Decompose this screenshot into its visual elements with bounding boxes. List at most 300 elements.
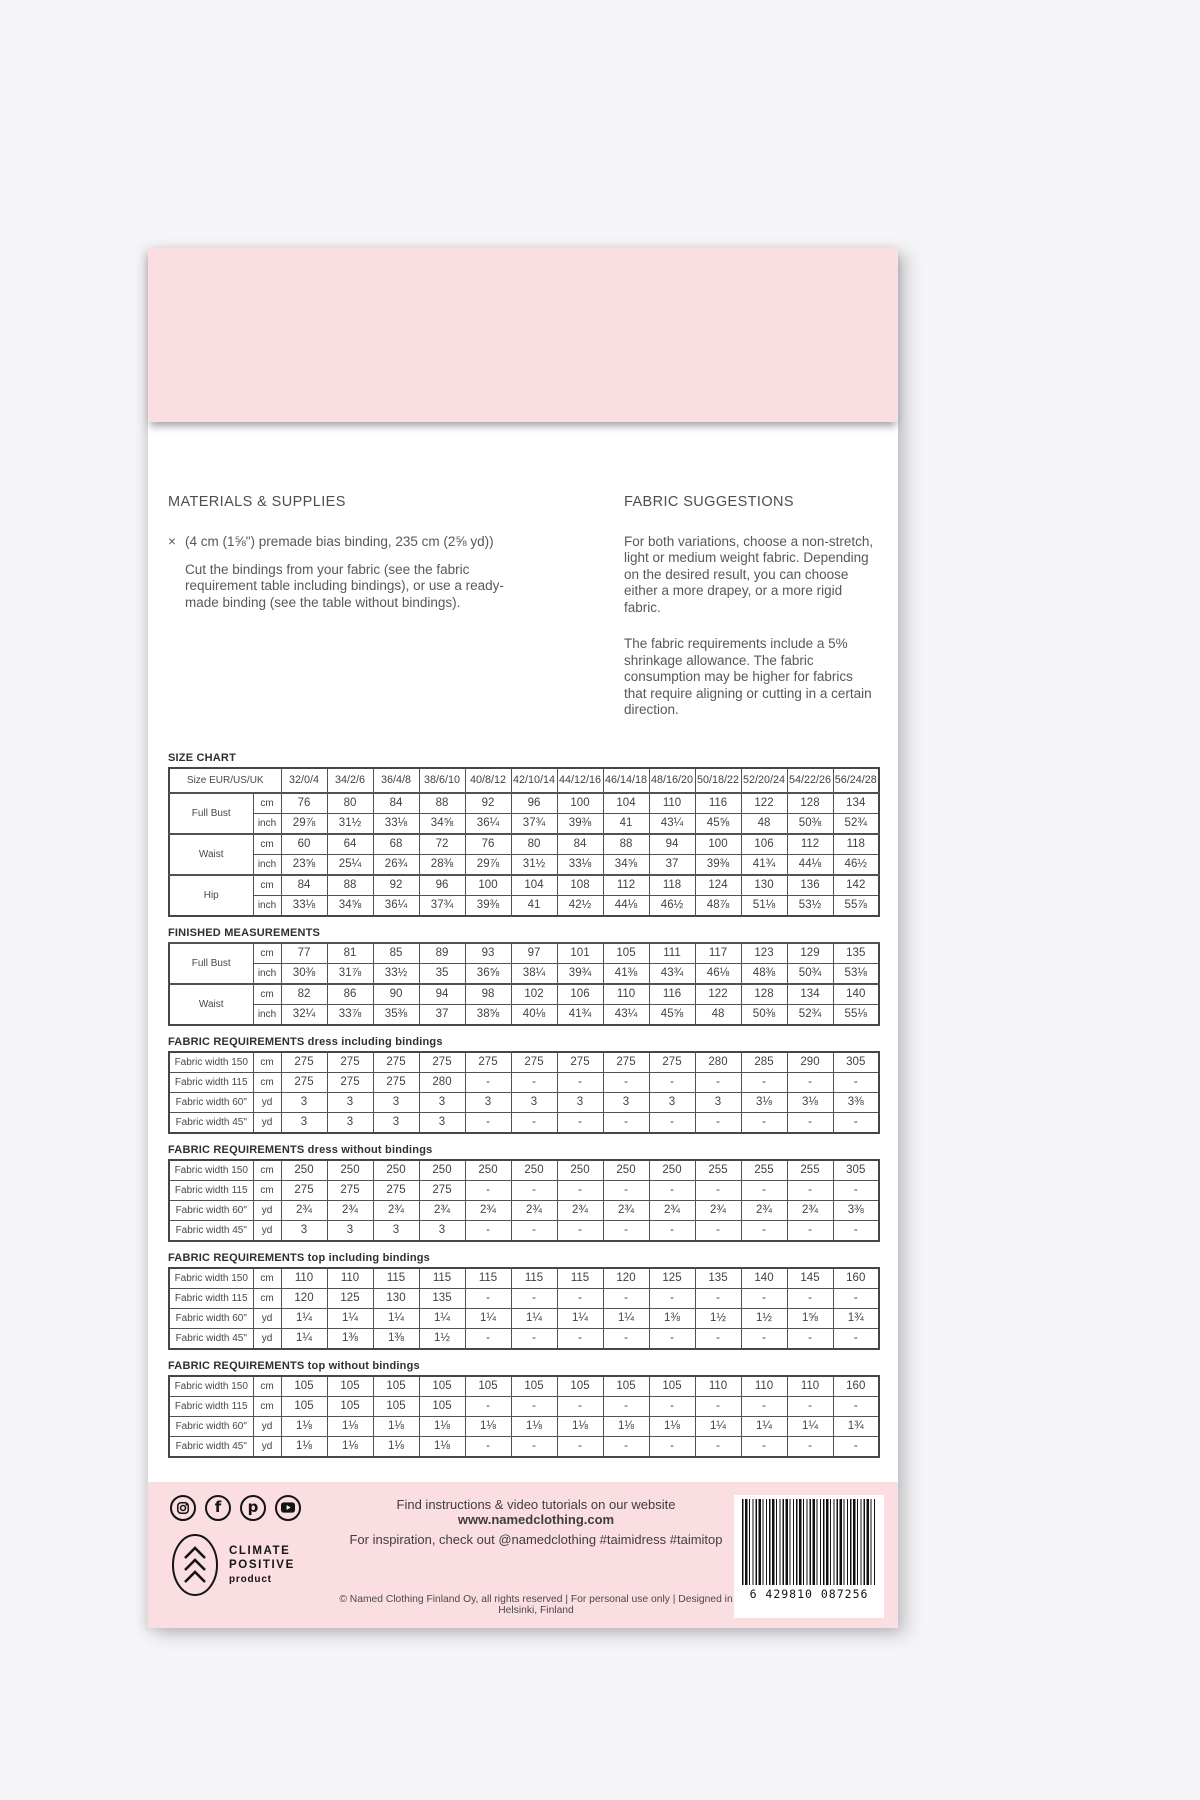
value-cell: 124 [695, 875, 741, 896]
value-cell: 135 [833, 943, 879, 964]
value-cell: - [833, 1436, 879, 1457]
value-cell: - [695, 1436, 741, 1457]
size-header-cell: 34/2/6 [327, 768, 373, 793]
unit-label: cm [253, 1052, 281, 1073]
unit-label: yd [253, 1328, 281, 1349]
value-cell: 118 [833, 834, 879, 855]
fabric-req-dress-wo-table [168, 1159, 878, 1242]
value-cell: 110 [741, 1376, 787, 1397]
materials-item [168, 534, 515, 549]
value-cell: 120 [281, 1288, 327, 1308]
fabric-req-dress-wo-section [168, 1144, 878, 1242]
value-cell: 41¾ [741, 854, 787, 875]
value-cell: 3 [603, 1092, 649, 1112]
value-cell: 1¼ [465, 1308, 511, 1328]
size-header-cell: 40/8/12 [465, 768, 511, 793]
value-cell: 2¾ [603, 1200, 649, 1220]
value-cell: - [649, 1436, 695, 1457]
value-cell: 100 [557, 793, 603, 814]
value-cell: 108 [557, 875, 603, 896]
value-cell: 42½ [557, 895, 603, 916]
value-cell: - [787, 1436, 833, 1457]
value-cell: 2¾ [511, 1200, 557, 1220]
row-label: Fabric width 60" [169, 1200, 253, 1220]
value-cell: 30⅜ [281, 963, 327, 984]
value-cell: 1¾ [833, 1308, 879, 1328]
pattern-back-sheet [148, 248, 898, 1628]
value-cell: - [557, 1072, 603, 1092]
value-cell: 34⅝ [419, 813, 465, 834]
value-cell: 122 [741, 793, 787, 814]
value-cell: 33⅛ [281, 895, 327, 916]
fabric-req-top-wo-section [168, 1360, 878, 1458]
value-cell: - [695, 1072, 741, 1092]
value-cell: 250 [373, 1160, 419, 1181]
value-cell: 2¾ [373, 1200, 419, 1220]
value-cell: 110 [603, 984, 649, 1005]
value-cell: 1½ [419, 1328, 465, 1349]
value-cell: 250 [327, 1160, 373, 1181]
value-cell: 305 [833, 1160, 879, 1181]
row-label: Fabric width 115 [169, 1396, 253, 1416]
value-cell: 44⅛ [603, 895, 649, 916]
value-cell: - [465, 1072, 511, 1092]
row-label: Fabric width 150 [169, 1268, 253, 1289]
value-cell: - [511, 1180, 557, 1200]
unit-label: cm [253, 1072, 281, 1092]
unit-label: inch [253, 1004, 281, 1025]
unit-label: inch [253, 895, 281, 916]
value-cell: 55⅞ [833, 895, 879, 916]
row-label: Waist [169, 834, 253, 875]
value-cell: - [695, 1328, 741, 1349]
value-cell: - [649, 1288, 695, 1308]
value-cell: 45⅝ [649, 1004, 695, 1025]
value-cell: 275 [649, 1052, 695, 1073]
size-chart-title: SIZE CHART [168, 751, 236, 764]
value-cell: - [511, 1436, 557, 1457]
row-label: Hip [169, 875, 253, 916]
value-cell: - [741, 1328, 787, 1349]
climate-positive-icon [170, 1532, 220, 1598]
value-cell: 31½ [511, 854, 557, 875]
value-cell: 134 [833, 793, 879, 814]
value-cell: 1⅜ [649, 1308, 695, 1328]
size-header-cell: 32/0/4 [281, 768, 327, 793]
value-cell: 31½ [327, 813, 373, 834]
value-cell: 1⅛ [373, 1436, 419, 1457]
materials-item-text: (4 cm (1⅝") premade bias binding, 235 cm (2⅝ yd)) [185, 534, 494, 549]
size-header-label: Size EUR/US/UK [169, 768, 281, 793]
value-cell: 96 [419, 875, 465, 896]
value-cell: 1⅛ [419, 1416, 465, 1436]
value-cell: 80 [327, 793, 373, 814]
value-cell: 135 [419, 1288, 465, 1308]
unit-label: inch [253, 813, 281, 834]
value-cell: 1¼ [695, 1416, 741, 1436]
fabric-req-dress-wo-title: FABRIC REQUIREMENTS dress without bindings [168, 1143, 433, 1156]
value-cell: 33½ [373, 963, 419, 984]
fabric-suggestions-para1: For both variations, choose a non-stretch, light or medium weight fabric. Depending on the desired result, you can choose either a more drapey, or a more rigid fabric. [624, 534, 874, 615]
value-cell: - [465, 1288, 511, 1308]
unit-label: yd [253, 1308, 281, 1328]
unit-label: yd [253, 1112, 281, 1133]
size-header-cell: 38/6/10 [419, 768, 465, 793]
value-cell: 32¼ [281, 1004, 327, 1025]
value-cell: 3 [511, 1092, 557, 1112]
value-cell: 1⅛ [465, 1416, 511, 1436]
climate-positive-text [229, 1544, 295, 1586]
value-cell: 115 [465, 1268, 511, 1289]
value-cell: 140 [741, 1268, 787, 1289]
value-cell: - [833, 1072, 879, 1092]
value-cell: 53½ [787, 895, 833, 916]
value-cell: 34⅝ [603, 854, 649, 875]
value-cell: - [511, 1328, 557, 1349]
value-cell: 93 [465, 943, 511, 964]
value-cell: 52¾ [787, 1004, 833, 1025]
value-cell: - [787, 1180, 833, 1200]
value-cell: 100 [695, 834, 741, 855]
value-cell: 1⅛ [327, 1416, 373, 1436]
fabric-suggestions-para2: The fabric requirements include a 5% shrinkage allowance. The fabric consumption may be higher for fabrics that require aligning or cutting in a certain direction. [624, 636, 872, 718]
value-cell: 110 [787, 1376, 833, 1397]
value-cell: 25¼ [327, 854, 373, 875]
value-cell: 130 [741, 875, 787, 896]
value-cell: - [603, 1220, 649, 1241]
value-cell: - [557, 1396, 603, 1416]
value-cell: - [465, 1436, 511, 1457]
value-cell: 275 [511, 1052, 557, 1073]
value-cell: 1⅛ [281, 1416, 327, 1436]
value-cell: - [787, 1072, 833, 1092]
value-cell: 46½ [833, 854, 879, 875]
value-cell: - [695, 1288, 741, 1308]
value-cell: 43¼ [603, 1004, 649, 1025]
unit-label: cm [253, 1180, 281, 1200]
value-cell: 105 [649, 1376, 695, 1397]
value-cell: 38⅝ [465, 1004, 511, 1025]
value-cell: 94 [419, 984, 465, 1005]
value-cell: 37 [649, 854, 695, 875]
value-cell: - [833, 1220, 879, 1241]
value-cell: 81 [327, 943, 373, 964]
cover-pink-band [148, 248, 898, 422]
climate-word: CLIMATE [229, 1544, 291, 1557]
value-cell: 255 [741, 1160, 787, 1181]
value-cell: 250 [465, 1160, 511, 1181]
row-label: Fabric width 150 [169, 1160, 253, 1181]
social-icons [170, 1495, 338, 1521]
value-cell: - [833, 1112, 879, 1133]
value-cell: 1⅜ [327, 1328, 373, 1349]
value-cell: 1⅛ [649, 1416, 695, 1436]
value-cell: 41⅜ [603, 963, 649, 984]
value-cell: 105 [511, 1376, 557, 1397]
copyright-line: © Named Clothing Finland Oy, all rights reserved | For personal use only | Designed in Helsinki, Finland [339, 1593, 733, 1616]
fabric-req-dress-incl-section [168, 1036, 878, 1134]
value-cell: - [695, 1180, 741, 1200]
unit-label: inch [253, 854, 281, 875]
value-cell: 120 [603, 1268, 649, 1289]
value-cell: 110 [695, 1376, 741, 1397]
value-cell: 145 [787, 1268, 833, 1289]
value-cell: - [695, 1220, 741, 1241]
value-cell: 1¼ [787, 1416, 833, 1436]
value-cell: 77 [281, 943, 327, 964]
value-cell: 1⅛ [603, 1416, 649, 1436]
value-cell: 29⅞ [465, 854, 511, 875]
value-cell: - [557, 1436, 603, 1457]
value-cell: 33⅛ [373, 813, 419, 834]
value-cell: - [557, 1180, 603, 1200]
unit-label: cm [253, 984, 281, 1005]
value-cell: 48 [741, 813, 787, 834]
value-cell: - [511, 1396, 557, 1416]
value-cell: 94 [649, 834, 695, 855]
value-cell: 2¾ [327, 1200, 373, 1220]
value-cell: - [649, 1112, 695, 1133]
value-cell: 53⅛ [833, 963, 879, 984]
value-cell: - [741, 1288, 787, 1308]
value-cell: 125 [327, 1288, 373, 1308]
value-cell: 105 [419, 1396, 465, 1416]
value-cell: 250 [511, 1160, 557, 1181]
value-cell: 2¾ [695, 1200, 741, 1220]
value-cell: 118 [649, 875, 695, 896]
value-cell: - [603, 1072, 649, 1092]
value-cell: 43¼ [649, 813, 695, 834]
value-cell: 36⅝ [465, 963, 511, 984]
value-cell: 90 [373, 984, 419, 1005]
row-label: Fabric width 45" [169, 1112, 253, 1133]
value-cell: 3 [327, 1092, 373, 1112]
value-cell: 3 [373, 1112, 419, 1133]
value-cell: 280 [695, 1052, 741, 1073]
unit-label: cm [253, 834, 281, 855]
value-cell: - [465, 1220, 511, 1241]
value-cell: - [557, 1328, 603, 1349]
value-cell: 1¼ [741, 1416, 787, 1436]
value-cell: - [649, 1220, 695, 1241]
value-cell: 1⅛ [327, 1436, 373, 1457]
value-cell: 280 [419, 1072, 465, 1092]
value-cell: 76 [281, 793, 327, 814]
value-cell: 255 [787, 1160, 833, 1181]
value-cell: 104 [511, 875, 557, 896]
size-header-cell: 46/14/18 [603, 768, 649, 793]
value-cell: 105 [557, 1376, 603, 1397]
value-cell: 50⅜ [741, 1004, 787, 1025]
size-header-cell: 52/20/24 [741, 768, 787, 793]
size-header-cell: 50/18/22 [695, 768, 741, 793]
value-cell: 105 [327, 1396, 373, 1416]
value-cell: 3⅜ [833, 1200, 879, 1220]
value-cell: - [557, 1288, 603, 1308]
value-cell: 1¼ [557, 1308, 603, 1328]
value-cell: 50⅜ [787, 813, 833, 834]
pinterest-icon: p [240, 1495, 266, 1521]
value-cell: 43¾ [649, 963, 695, 984]
value-cell: 2¾ [557, 1200, 603, 1220]
value-cell: - [833, 1288, 879, 1308]
unit-label: cm [253, 1376, 281, 1397]
data-table [168, 1267, 880, 1350]
footer [148, 1482, 898, 1628]
value-cell: 34⅝ [327, 895, 373, 916]
value-cell: 2¾ [465, 1200, 511, 1220]
value-cell: 72 [419, 834, 465, 855]
unit-label: yd [253, 1220, 281, 1241]
value-cell: 250 [603, 1160, 649, 1181]
materials-section [168, 494, 515, 739]
value-cell: 60 [281, 834, 327, 855]
value-cell: - [465, 1396, 511, 1416]
value-cell: 2¾ [281, 1200, 327, 1220]
value-cell: 1⅛ [511, 1416, 557, 1436]
value-cell: 275 [373, 1052, 419, 1073]
value-cell: 275 [327, 1052, 373, 1073]
value-cell: - [695, 1112, 741, 1133]
size-header-cell: 44/12/16 [557, 768, 603, 793]
row-label: Waist [169, 984, 253, 1025]
value-cell: 39⅜ [695, 854, 741, 875]
fabric-req-top-wo-table [168, 1375, 878, 1458]
barcode-bars [742, 1499, 876, 1585]
value-cell: 2¾ [741, 1200, 787, 1220]
value-cell: - [833, 1396, 879, 1416]
value-cell: 76 [465, 834, 511, 855]
value-cell: 46⅛ [695, 963, 741, 984]
value-cell: 3 [465, 1092, 511, 1112]
website-url: www.namedclothing.com [457, 1511, 615, 1527]
value-cell: 35 [419, 963, 465, 984]
size-header-cell: 54/22/26 [787, 768, 833, 793]
value-cell: 1¼ [373, 1308, 419, 1328]
value-cell: - [511, 1220, 557, 1241]
row-label: Fabric width 115 [169, 1180, 253, 1200]
value-cell: 250 [281, 1160, 327, 1181]
value-cell: 3 [419, 1220, 465, 1241]
value-cell: 110 [281, 1268, 327, 1289]
value-cell: 1⅛ [557, 1416, 603, 1436]
value-cell: 100 [465, 875, 511, 896]
row-label: Fabric width 45" [169, 1220, 253, 1241]
value-cell: - [603, 1180, 649, 1200]
value-cell: 50¾ [787, 963, 833, 984]
value-cell: - [741, 1436, 787, 1457]
value-cell: 1¼ [603, 1308, 649, 1328]
data-table [168, 942, 880, 1026]
value-cell: 92 [373, 875, 419, 896]
value-cell: - [603, 1328, 649, 1349]
value-cell: 105 [603, 943, 649, 964]
data-table [168, 1051, 880, 1134]
finished-measurements-section [168, 927, 878, 1026]
value-cell: 3 [327, 1220, 373, 1241]
value-cell: 3 [373, 1220, 419, 1241]
barcode [734, 1495, 884, 1618]
fabric-req-top-incl-table [168, 1267, 878, 1350]
value-cell: 275 [373, 1180, 419, 1200]
data-table [168, 1375, 880, 1458]
value-cell: 3⅜ [833, 1092, 879, 1112]
value-cell: 36¼ [373, 895, 419, 916]
value-cell: 1⅜ [373, 1328, 419, 1349]
value-cell: 117 [695, 943, 741, 964]
unit-label: yd [253, 1416, 281, 1436]
unit-label: yd [253, 1092, 281, 1112]
intro-columns [168, 494, 878, 739]
value-cell: 285 [741, 1052, 787, 1073]
value-cell: 40⅛ [511, 1004, 557, 1025]
value-cell: 105 [373, 1376, 419, 1397]
bullet-x: × [168, 534, 176, 549]
value-cell: 1¾ [833, 1416, 879, 1436]
value-cell: 41¾ [557, 1004, 603, 1025]
value-cell: 275 [281, 1180, 327, 1200]
value-cell: - [603, 1288, 649, 1308]
row-label: Fabric width 60" [169, 1092, 253, 1112]
size-chart-section [168, 752, 878, 917]
value-cell: 37 [419, 1004, 465, 1025]
unit-label: cm [253, 875, 281, 896]
row-label: Fabric width 115 [169, 1288, 253, 1308]
value-cell: 134 [787, 984, 833, 1005]
value-cell: - [465, 1112, 511, 1133]
value-cell: 38¼ [511, 963, 557, 984]
value-cell: 89 [419, 943, 465, 964]
inspiration-line: For inspiration, check out @namedclothing #taimidress #taimitop [349, 1531, 723, 1547]
value-cell: 52¾ [833, 813, 879, 834]
value-cell: 116 [649, 984, 695, 1005]
positive-word: POSITIVE [229, 1559, 295, 1572]
value-cell: 105 [281, 1376, 327, 1397]
value-cell: 290 [787, 1052, 833, 1073]
value-cell: 98 [465, 984, 511, 1005]
unit-label: cm [253, 1396, 281, 1416]
value-cell: - [787, 1112, 833, 1133]
value-cell: - [603, 1436, 649, 1457]
value-cell: 84 [281, 875, 327, 896]
barcode-digits: 6 429810 087256 [749, 1586, 869, 1601]
value-cell: 92 [465, 793, 511, 814]
value-cell: 51⅛ [741, 895, 787, 916]
value-cell: 26¾ [373, 854, 419, 875]
value-cell: 112 [603, 875, 649, 896]
climate-positive-logo [170, 1532, 338, 1598]
value-cell: 23⅝ [281, 854, 327, 875]
value-cell: 88 [603, 834, 649, 855]
value-cell: 41 [603, 813, 649, 834]
fabric-req-top-incl-title: FABRIC REQUIREMENTS top including bindings [168, 1251, 430, 1264]
fabric-suggestions-title: FABRIC SUGGESTIONS [624, 494, 794, 510]
value-cell: 1⅛ [373, 1416, 419, 1436]
fabric-req-top-wo-title: FABRIC REQUIREMENTS top without bindings [168, 1359, 420, 1372]
instagram-icon [170, 1495, 196, 1521]
value-cell: 275 [603, 1052, 649, 1073]
finished-measurements-title: FINISHED MEASUREMENTS [168, 926, 321, 939]
value-cell: 2¾ [787, 1200, 833, 1220]
size-header-cell: 42/10/14 [511, 768, 557, 793]
value-cell: 96 [511, 793, 557, 814]
value-cell: 140 [833, 984, 879, 1005]
footer-center [338, 1495, 734, 1618]
value-cell: - [649, 1072, 695, 1092]
row-label: Full Bust [169, 943, 253, 984]
value-cell: - [741, 1180, 787, 1200]
value-cell: 275 [281, 1052, 327, 1073]
